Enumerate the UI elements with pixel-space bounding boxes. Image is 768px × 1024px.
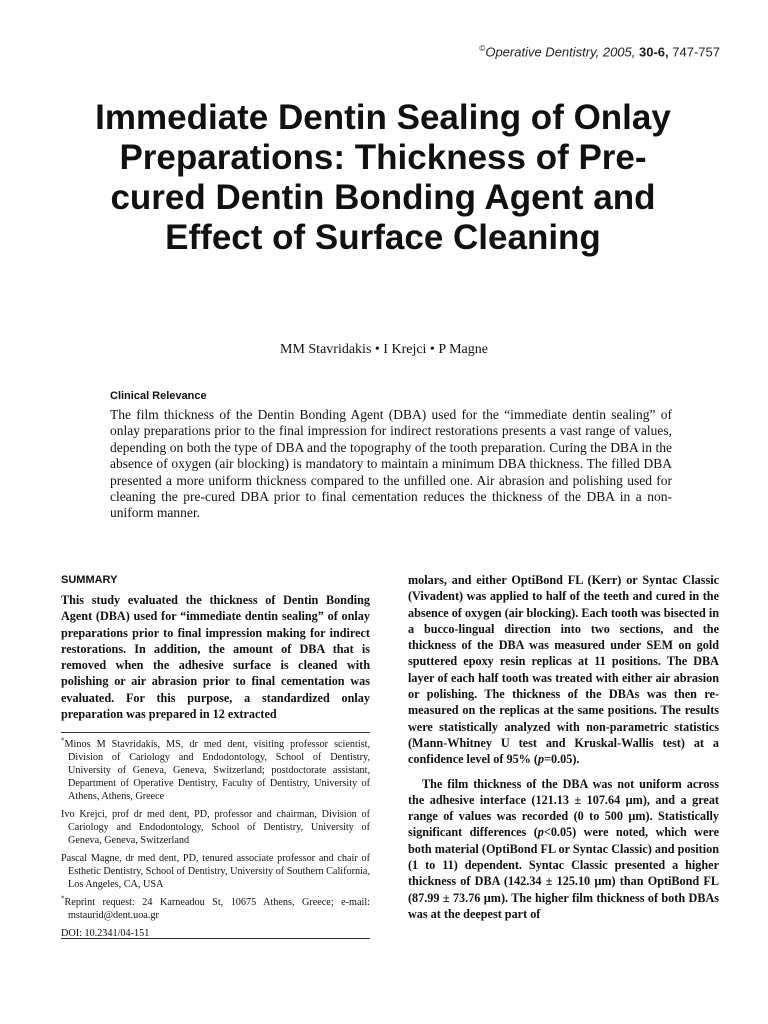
summary-continued xyxy=(408,572,719,930)
clinical-relevance-heading: Clinical Relevance xyxy=(110,390,207,402)
reprint-request xyxy=(61,896,370,922)
copyright-symbol: © xyxy=(479,44,486,53)
p-value-symbol: p xyxy=(537,825,544,840)
reprint-text: Reprint request: 24 Karneadou St, 10675 Athens, Greece; e-mail: mstaurid@dent.uoa.gr xyxy=(64,897,370,921)
affiliation-magne xyxy=(61,852,370,891)
paragraph-text: The film thickness of the DBA was not uniform across the adhesive interface (121.13 ± 107.64 µm), and a great range of values was recorded (0 to 500 µm). Statistically significant differences ( xyxy=(408,776,719,840)
footnote-divider xyxy=(61,732,370,733)
author-list: MM Stavridakis • I Krejci • P Magne xyxy=(280,342,488,357)
article-title: Immediate Dentin Sealing of Onlay Preparations: Thickness of Pre-cured Dentin Bonding Agent and Effect of Surface Cleaning xyxy=(95,98,671,257)
affiliation-text: Ivo Krejci, prof dr med dent, PD, professor and chairman, Division of Cariology and Endodontology, School of Dentistry, University of Geneva, Geneva, Switzerland xyxy=(61,809,370,846)
affiliation-krejci xyxy=(61,808,370,847)
footnote-marker: * xyxy=(61,736,65,745)
affiliation-text: Minos M Stavridakis, MS, dr med dent, visiting professor scientist, Division of Cariology and Endodontology, School of Dentistry, University of Geneva, Geneva, Switzerland; postdoctorate assistant, Department of Operative Dentistry, Faculty of Dentistry, University of Athens, Athens, Greece xyxy=(64,739,370,802)
journal-citation xyxy=(420,44,720,59)
journal-volume: 30-6, xyxy=(639,44,669,60)
p-value-symbol: p xyxy=(537,752,545,767)
paragraph-text: <0.05) were noted, which were both material (OptiBond FL or Syntac Classic) and position (1 to 11) dependent. Syntac Classic presented a higher thickness of DBA (142.34 ± 125.10 µm) than OptiBond FL (87.99 ± 73.76 µm). The higher film thickness of both DBAs was at the deepest part of xyxy=(408,825,719,921)
footnote-marker: * xyxy=(61,894,65,903)
footnote-bottom-divider xyxy=(61,938,370,939)
summary-heading: SUMMARY xyxy=(61,574,118,586)
affiliation-text: Pascal Magne, dr med dent, PD, tenured associate professor and chair of Esthetic Dentistry, School of Dentistry, University of Southern California, Los Angeles, CA, USA xyxy=(61,853,370,890)
doi: DOI: 10.2341/04-151 xyxy=(61,928,150,939)
journal-pages: 747-757 xyxy=(672,44,720,60)
affiliations-footnote xyxy=(61,738,370,945)
summary-text xyxy=(61,592,370,722)
paragraph-text: =0.05). xyxy=(544,752,580,767)
paragraph-text: molars, and either OptiBond FL (Kerr) or Syntac Classic (Vivadent) was applied to half of the teeth and cured in the absence of oxygen (air blocking). Each tooth was bisected in a bucco-lingual direction into two sections, and the thickness of the DBA was measured under SEM on gold sputtered epoxy resin replicas at 11 positions. The DBA layer of each half tooth was treated with either air abrasion or polishing. The thickness of the DBAs was then re-measured on the replicas at the same positions. The results were statistically analyzed with non-parametric statistics (Mann-Whitney U test and Kruskal-Wallis test) at a confidence level of 95% ( xyxy=(408,573,719,767)
summary-paragraph: This study evaluated the thickness of Dentin Bonding Agent (DBA) used for “immediate dentin sealing” of onlay preparations prior to final impression making for indirect restorations. In addition, the amount of DBA that is removed when the adhesive surface is cleaned with polishing or air abrasion prior to final cementation was evaluated. For this purpose, a standardized onlay preparation was prepared in 12 extracted xyxy=(61,593,370,722)
affiliation-stavridakis xyxy=(61,738,370,803)
clinical-relevance-text: The film thickness of the Dentin Bonding Agent (DBA) used for the “immediate dentin sealing” of onlay preparations prior to the final impression for indirect restorations presents a vast range of values, depending on both the type of DBA and the topography of the tooth preparation. Curing the DBA in the absence of oxygen (air blocking) is mandatory to maintain a minimum DBA thickness. The filled DBA presented a more uniform thickness compared to the unfilled one. Air abrasion and polishing used for cleaning the pre-cured DBA prior to final cementation reduces the thickness of the DBA in a non-uniform manner. xyxy=(110,407,672,521)
journal-name: Operative Dentistry, 2005, xyxy=(485,44,636,60)
summary-continued-paragraph-2 xyxy=(408,776,719,923)
summary-continued-paragraph-1 xyxy=(408,572,719,768)
